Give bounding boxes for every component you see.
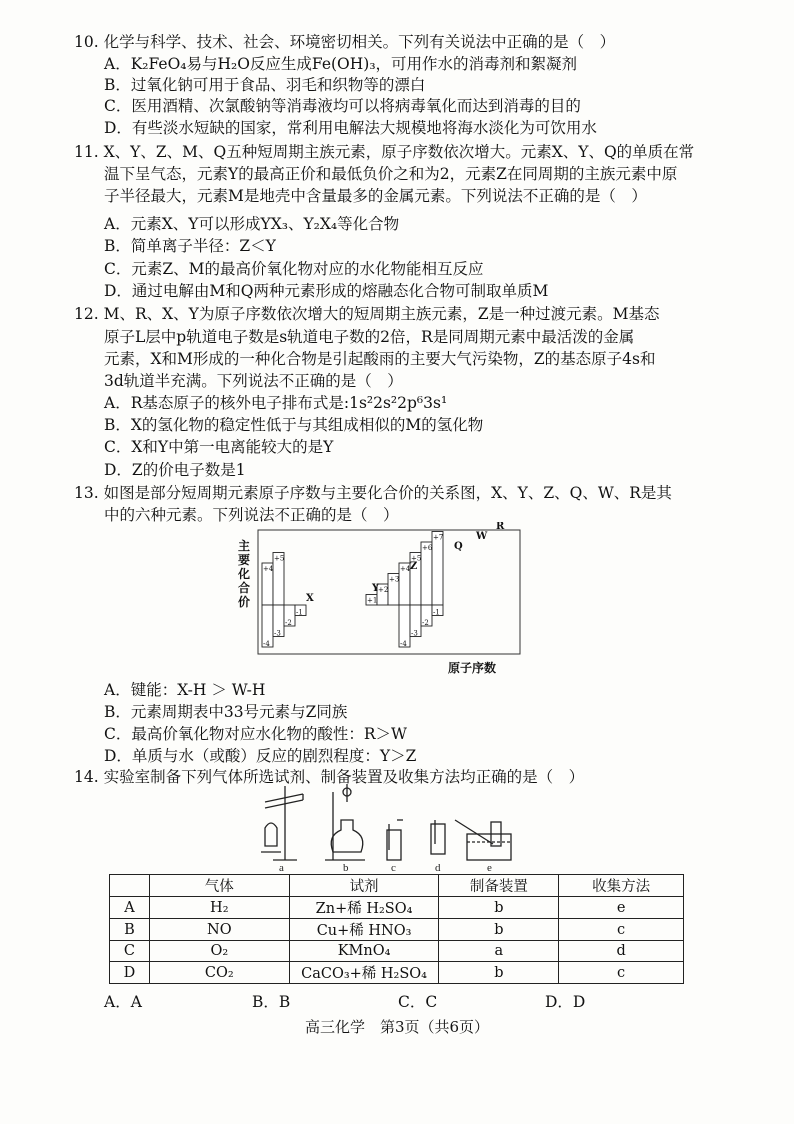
- q11-stem-line2: 温下呈气态，元素Y的最高正价和最低负价之和为2，元素Z在同周期的主族元素中原: [104, 165, 678, 183]
- apparatus-label-c: c: [391, 862, 396, 872]
- q11-stem-line3: 子半径最大，元素M是地壳中含量最多的金属元素。下列说法不正确的是（ ）: [104, 187, 647, 205]
- table-header: 收集方法: [559, 875, 684, 897]
- q10-option-c: C．医用酒精、次氯酸钠等消毒液均可以将病毒氧化而达到消毒的目的: [104, 97, 581, 115]
- q13-option-b: B．元素周期表中33号元素与Z同族: [104, 703, 348, 721]
- y-axis-label: 主: [238, 539, 251, 553]
- table-header: 试剂: [289, 875, 439, 897]
- value-label: +7: [433, 533, 444, 542]
- apparatus-label-b: b: [343, 862, 349, 872]
- q14-answer-d: D．D: [545, 993, 586, 1011]
- table-row: [110, 962, 684, 984]
- table-header: [110, 875, 150, 897]
- table-cell: CO₂: [149, 962, 289, 984]
- apparatus-label-d: d: [435, 862, 441, 872]
- q12-option-d: D．Z的价电子数是1: [104, 461, 246, 479]
- table-header: 气体: [149, 875, 289, 897]
- element-label: R: [496, 522, 505, 532]
- table-cell: NO: [149, 919, 289, 941]
- q12-stem-line2: 原子L层中p轨道电子数是s轨道电子数的2倍，R是同周期元素中最活泼的金属: [104, 328, 635, 346]
- table-cell: e: [559, 897, 684, 919]
- table-row: [110, 941, 684, 962]
- table-cell: O₂: [149, 941, 289, 962]
- q11-option-b: B．简单离子半径：Z＜Y: [104, 237, 276, 255]
- q11-option-a: A．元素X、Y可以形成YX₃、Y₂X₄等化合物: [104, 215, 400, 233]
- y-axis-label: 合: [238, 581, 251, 595]
- q10-option-d: D．有些淡水短缺的国家，常利用电解法大规模地将海水淡化为可饮用水: [104, 119, 597, 137]
- q13-option-d: D．单质与水（或酸）反应的剧烈程度：Y＞Z: [104, 747, 417, 765]
- apparatus-label-a: a: [279, 862, 284, 872]
- table-cell: b: [439, 897, 559, 919]
- table-row: [110, 919, 684, 941]
- table-cell: b: [439, 962, 559, 984]
- valence-chart: [230, 522, 530, 682]
- table-cell: B: [110, 919, 150, 941]
- apparatus-b: [325, 784, 365, 860]
- reagent-table: [109, 874, 684, 984]
- table-cell: a: [439, 941, 559, 962]
- q12-stem-line1: 12. M、R、X、Y为原子序数依次增大的短周期主族元素，Z是一种过渡元素。M基态: [74, 305, 660, 323]
- q12-option-a: A．R基态原子的核外电子排布式是:1s²2s²2p⁶3s¹: [104, 394, 448, 412]
- q11-option-d: D．通过电解由M和Q两种元素形成的熔融态化合物可制取单质M: [104, 282, 549, 300]
- q12-stem-line4: 3d轨道半充满。下列说法不正确的是（ ）: [104, 372, 403, 390]
- table-cell: H₂: [149, 897, 289, 919]
- table-cell: c: [559, 962, 684, 984]
- value-label: +5: [274, 554, 285, 563]
- value-bar: [432, 532, 443, 606]
- value-label: +3: [389, 575, 400, 584]
- table-cell: d: [559, 941, 684, 962]
- q13-stem-line1: 13. 如图是部分短周期元素原子序数与主要化合价的关系图，X、Y、Z、Q、W、R是其: [74, 484, 672, 502]
- y-axis-label: 价: [238, 595, 251, 609]
- table-header: 制备装置: [439, 875, 559, 897]
- value-label: +2: [378, 586, 389, 594]
- table-cell: b: [439, 919, 559, 941]
- q12-option-c: C．X和Y中第一电离能较大的是Y: [104, 438, 334, 456]
- element-label: Y: [372, 583, 380, 594]
- apparatus-d: [431, 820, 445, 854]
- q14-answer-a: A．A: [104, 993, 142, 1011]
- element-label: Q: [454, 541, 463, 552]
- q12-option-b: B．X的氢化物的稳定性低于与其组成相似的M的氢化物: [104, 416, 484, 434]
- value-label: -3: [274, 629, 281, 638]
- apparatus-c: [387, 820, 403, 860]
- page-footer: 高三化学 第3页（共6页）: [304, 1018, 490, 1036]
- value-label: +1: [367, 596, 378, 605]
- q13-option-c: C．最高价氧化物对应水化物的酸性：R＞W: [104, 725, 407, 743]
- table-row: [110, 897, 684, 919]
- q11-stem-line1: 11. X、Y、Z、M、Q五种短周期主族元素，原子序数依次增大。元素X、Y、Q的单质在常: [74, 143, 695, 161]
- y-axis-label: 要: [238, 553, 251, 567]
- table-cell: D: [110, 962, 150, 984]
- q10-option-a: A．K₂FeO₄易与H₂O反应生成Fe(OH)₃，可用作水的消毒剂和絮凝剂: [104, 55, 578, 73]
- x-axis-label: 原子序数: [448, 661, 497, 675]
- table-cell: Cu+稀 HNO₃: [289, 919, 439, 941]
- q10-stem: 10. 化学与科学、技术、社会、环境密切相关。下列有关说法中正确的是（ ）: [74, 33, 616, 51]
- value-label: -4: [263, 640, 270, 648]
- apparatus-figure: [255, 780, 525, 872]
- table-cell: Zn+稀 H₂SO₄: [289, 897, 439, 919]
- value-label: -1: [296, 608, 303, 617]
- q10-option-b: B．过氧化钠可用于食品、羽毛和织物等的漂白: [104, 76, 426, 94]
- element-label: Z: [410, 561, 418, 572]
- table-cell: A: [110, 897, 150, 919]
- q14-answer-b: B．B: [252, 993, 291, 1011]
- table-cell: c: [559, 919, 684, 941]
- apparatus-e: [455, 820, 511, 860]
- value-label: -4: [400, 640, 407, 648]
- value-label: -3: [411, 629, 418, 638]
- q11-option-c: C．元素Z、M的最高价氧化物对应的水化物能相互反应: [104, 260, 484, 278]
- q13-stem-line2: 中的六种元素。下列说法不正确的是（ ）: [104, 506, 399, 524]
- apparatus-label-e: e: [487, 862, 492, 872]
- q14-answer-c: C．C: [398, 993, 438, 1011]
- element-label: W: [476, 531, 488, 542]
- value-label: +4: [400, 565, 411, 573]
- table-header-row: [110, 875, 684, 897]
- q13-option-a: A．键能：X-H ＞ W-H: [104, 681, 266, 699]
- value-label: +4: [263, 565, 274, 573]
- y-axis-label: 化: [238, 567, 251, 581]
- q14-stem: 14. 实验室制备下列气体所选试剂、制备装置及收集方法均正确的是（ ）: [74, 768, 585, 786]
- value-label: +6: [422, 544, 433, 552]
- apparatus-a: [261, 786, 303, 860]
- element-label: X: [306, 593, 314, 604]
- table-cell: CaCO₃+稀 H₂SO₄: [289, 962, 439, 984]
- table-cell: KMnO₄: [289, 941, 439, 962]
- value-label: -2: [422, 619, 429, 627]
- value-label: -1: [433, 608, 440, 617]
- q12-stem-line3: 元素，X和M形成的一种化合物是引起酸雨的主要大气污染物，Z的基态原子4s和: [104, 350, 656, 368]
- value-label: +5: [411, 554, 422, 563]
- value-label: -2: [285, 619, 292, 627]
- table-cell: C: [110, 941, 150, 962]
